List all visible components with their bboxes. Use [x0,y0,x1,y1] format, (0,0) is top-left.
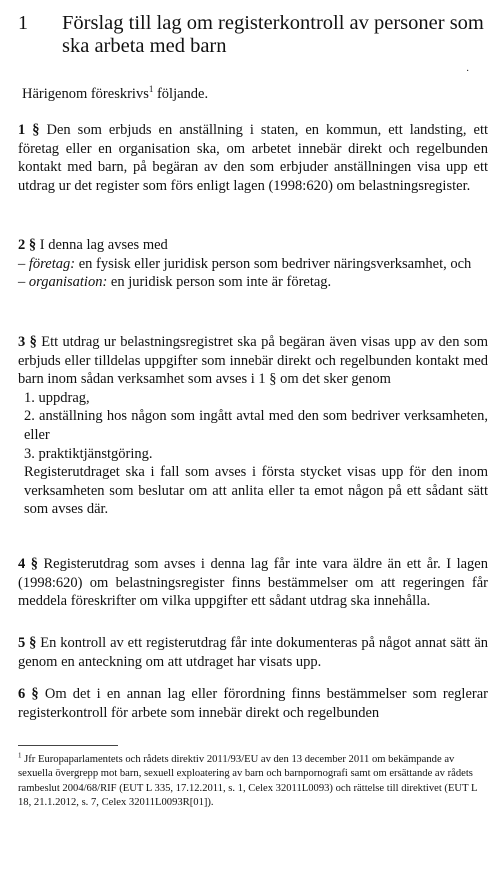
footnote-text: Jfr Europaparlamentets och rådets direktiv 2011/93/EU av den 13 december 2011 om bekämpande av sexuella övergrepp mot barn, sexuell exploatering av barn och barnpornografi samt om ersättande av rådets rambeslut 2004/68/RIF (EUT L 335, 17.12.2011, s. 1, Celex 32011L0093) och rättelse till direktivet (EUT L 18, 21.1.2012, s. 7, Celex 32011L0093R[01]). [18,754,478,808]
paragraph-label: 4 § [18,556,38,572]
paragraph-text-2: Registerutdraget ska i fall som avses i första stycket visas upp för den inom verksamheten som beslutar om att anlita eller ta emot någon på ett sådant sätt som avses där. [24,464,488,518]
paragraph-label: 2 § [18,237,37,253]
paragraph-text: En kontroll av ett registerutdrag får inte dokumenteras på något annat sätt än genom en anteckning om att utdraget har visats upp. [18,635,489,670]
section-number: 1 [18,12,28,34]
term-organisation: organisation: [28,274,108,291]
law-title: Förslag till lag om registerkontroll av personer som ska arbeta med barn [62,12,484,57]
paragraph-text: Registerutdrag som avses i denna lag får inte vara äldre än ett år. I lagen (1998:620) om belastningsregister finns bestämmelser om att regeringen får meddela föreskrifter om vilka uppgifter ett sådant utdrag ska innehålla. [18,556,488,610]
intro-line [22,86,208,103]
footnote [18,753,488,810]
paragraph-text: Om det i en annan lag eller förordning finns bestämmelser som reglerar registerkontroll för arbete som innebär direkt och regelbunden [18,686,488,721]
paragraph-text: Den som erbjuds en anställning i staten, en kommun, ett landsting, ett företag eller en organisation ska, om arbetet innebär direkt och regelbunden kontakt med barn, på begäran av den som erbjuder anställningen visa upp ett utdrag ur det register som förs enligt lagen (1998:620) om belastningsregister. [18,122,489,194]
definition-organisation [18,273,488,292]
intro-text: Härigenom föreskrivs [22,86,149,102]
footnote-mark: 1 [18,751,22,760]
paragraph-2 [18,236,488,292]
definition-text: en juridisk person som inte är företag. [107,274,332,291]
stray-dot: · [466,66,470,77]
footnote-divider [18,745,118,746]
dash: – [18,274,29,291]
definition-text: en fysisk eller juridisk person som bedriver näringsverksamhet, och [75,255,472,272]
paragraph-1 [18,121,488,195]
paragraph-text: I denna lag avses med [36,237,168,253]
footnote-ref[interactable]: 1 [148,84,154,95]
paragraph-label: 6 § [18,686,39,702]
list-item: 2. anställning hos någon som ingått avtal med den som bedriver verksamheten, eller [24,408,488,443]
intro-text-end: följande. [153,86,209,102]
paragraph-label: 3 § [18,334,37,350]
paragraph-text: Ett utdrag ur belastningsregistret ska på begäran även visas upp av den som erbjuds eller tilldelas uppgifter som innebär direkt och regelbunden kontakt med barn inom sådan verksamhet som avses i 1 § om det sker genom [18,334,489,388]
term-foretag: företag: [28,255,76,272]
list-item: 1. uppdrag, [24,389,90,406]
dash: – [18,255,29,272]
paragraph-6 [18,685,488,722]
list-item: 3. praktiktjänstgöring. [24,445,153,462]
paragraph-5 [18,634,488,671]
paragraph-label: 5 § [18,635,37,651]
paragraph-label: 1 § [18,122,40,138]
definition-foretag [18,255,488,274]
paragraph-3 [18,333,488,519]
paragraph-4 [18,555,488,611]
